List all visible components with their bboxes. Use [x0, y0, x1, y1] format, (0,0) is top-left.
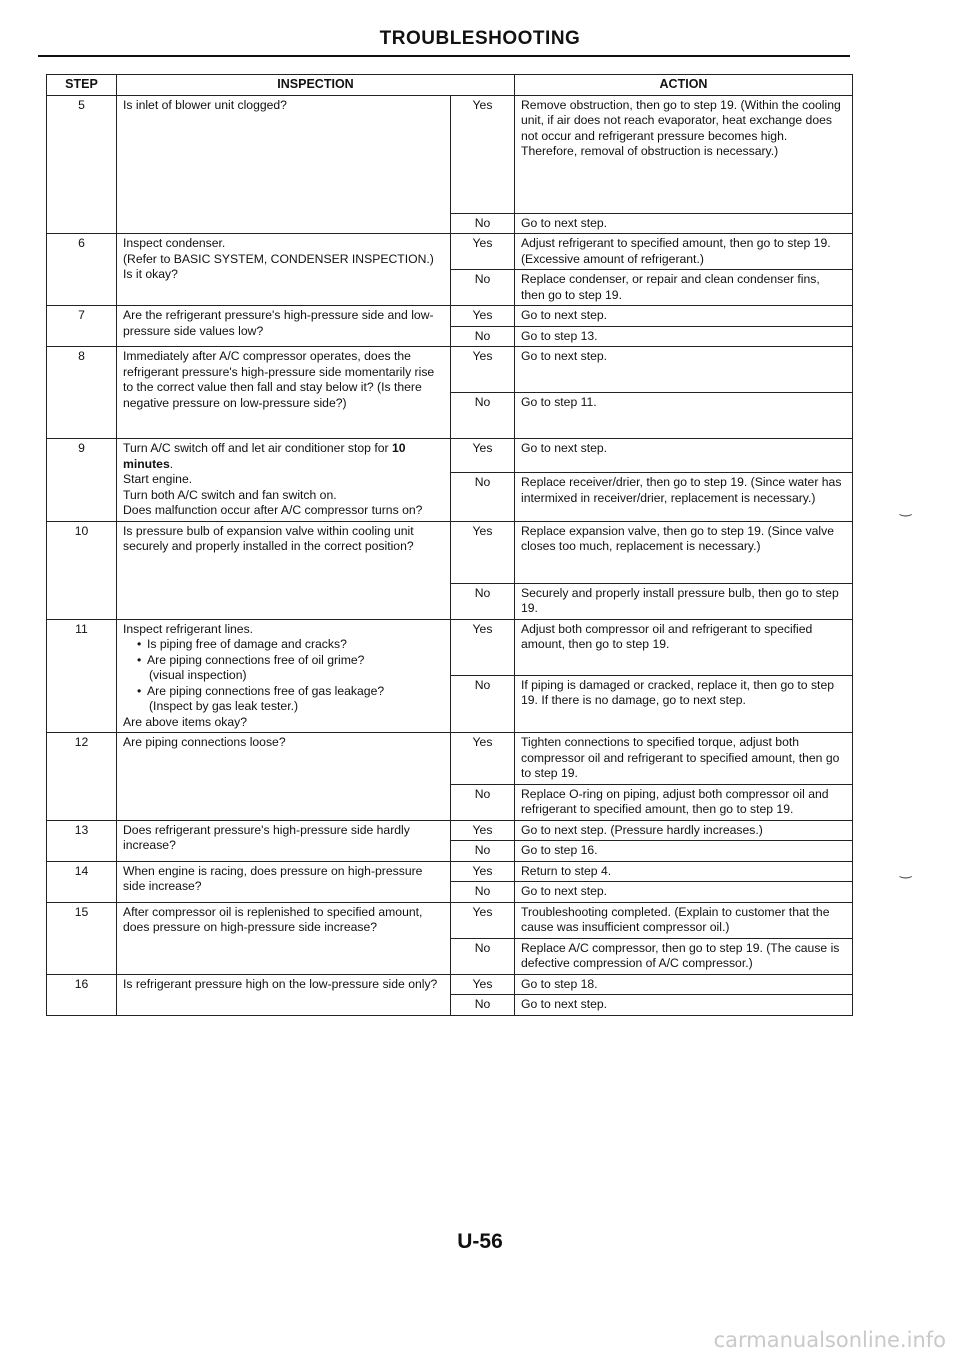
table-row [47, 347, 853, 393]
action-text: Go to next step. (Pressure hardly increases.) [515, 820, 853, 841]
table-row [47, 861, 853, 882]
action-text: Go to step 18. [515, 974, 853, 995]
answer-yes: Yes [451, 521, 515, 583]
table-row [47, 95, 853, 213]
step-number: 11 [47, 619, 117, 733]
step-number: 5 [47, 95, 117, 234]
step-number: 15 [47, 902, 117, 974]
action-text: Securely and properly install pressure bulb, then go to step 19. [515, 583, 853, 619]
action-text: Remove obstruction, then go to step 19. (Within the cooling unit, if air does not reach evaporator, heat exchange does not occur and refrigerant pressure becomes high. Therefore, removal of obstruction is necessary.) [515, 95, 853, 213]
table-row [47, 234, 853, 270]
table-row [47, 820, 853, 841]
action-text: Tighten connections to specified torque, adjust both compressor oil and refrigerant to specified amount, then go to step 19. [515, 733, 853, 785]
inspection-line: Are the refrigerant pressure's high-pressure side and low-pressure side values low? [123, 308, 434, 338]
action-text: Go to next step. [515, 439, 853, 473]
table-row [47, 974, 853, 995]
answer-no: No [451, 393, 515, 439]
action-text: Go to next step. [515, 306, 853, 327]
inspection-text [117, 820, 451, 861]
inspection-line: Inspect refrigerant lines. [123, 621, 254, 636]
inspection-line: Immediately after A/C compressor operates, does the refrigerant pressure's high-pressure side momentarily rise to the correct value then fall and stay below it? (Is there negative pressure on low-pressure side?) [123, 349, 435, 410]
action-text: Go to step 13. [515, 326, 853, 347]
inspection-line: Is pressure bulb of expansion valve within cooling unit securely and properly installed in the correct position? [123, 523, 414, 553]
step-number: 16 [47, 974, 117, 1015]
answer-yes: Yes [451, 902, 515, 938]
answer-no: No [451, 583, 515, 619]
inspection-text [117, 95, 451, 234]
inspection-text [117, 347, 451, 439]
inspection-line: Is inlet of blower unit clogged? [123, 97, 287, 112]
action-text: Adjust refrigerant to specified amount, then go to step 19. (Excessive amount of refrigerant.) [515, 234, 853, 270]
inspection-line: Is refrigerant pressure high on the low-pressure side only? [123, 976, 438, 991]
answer-no: No [451, 675, 515, 733]
table-row [47, 902, 853, 938]
step-number: 6 [47, 234, 117, 306]
inspection-line: Turn A/C switch off and let air conditioner stop for 10 minutes. [123, 441, 406, 471]
action-text: If piping is damaged or cracked, replace it, then go to step 19. If there is no damage, go to next step. [515, 675, 853, 733]
header-action: ACTION [515, 75, 853, 96]
action-text: Go to step 11. [515, 393, 853, 439]
answer-yes: Yes [451, 439, 515, 473]
answer-no: No [451, 784, 515, 820]
list-item: • Are piping connections free of oil grime? (visual inspection) [135, 653, 444, 684]
list-item: • Is piping free of damage and cracks? [135, 637, 444, 653]
inspection-text [117, 974, 451, 1015]
step-number: 14 [47, 861, 117, 902]
step-number: 9 [47, 439, 117, 522]
step-number: 8 [47, 347, 117, 439]
answer-no: No [451, 473, 515, 522]
table-row [47, 619, 853, 675]
answer-yes: Yes [451, 733, 515, 785]
action-text: Replace O-ring on piping, adjust both compressor oil and refrigerant to specified amount, then go to step 19. [515, 784, 853, 820]
inspection-line: Start engine. [123, 472, 193, 486]
page-title: TROUBLESHOOTING [379, 28, 581, 49]
step-number: 7 [47, 306, 117, 347]
page-number: U-56 [457, 1230, 503, 1253]
action-text: Replace receiver/drier, then go to step 19. (Since water has intermixed in receiver/drier, replacement is necessary.) [515, 473, 853, 522]
answer-yes: Yes [451, 306, 515, 327]
inspection-line: After compressor oil is replenished to specified amount, does pressure on high-pressure side increase? [123, 904, 423, 934]
troubleshooting-table [46, 74, 853, 1016]
action-text: Go to next step. [515, 213, 853, 234]
header-step: STEP [47, 75, 117, 96]
inspection-text [117, 619, 451, 733]
action-text: Replace expansion valve, then go to step 19. (Since valve closes too much, replacement is necessary.) [515, 521, 853, 583]
inspection-text [117, 439, 451, 522]
inspection-line: Turn both A/C switch and fan switch on. [123, 487, 337, 502]
inspection-text [117, 733, 451, 821]
scan-mark: ‿ [900, 862, 912, 878]
scan-mark: ‿ [900, 500, 912, 516]
inspection-line: (Refer to BASIC SYSTEM, CONDENSER INSPECTION.) [123, 251, 434, 266]
action-text: Troubleshooting completed. (Explain to customer that the cause was insufficient compressor oil.) [515, 902, 853, 938]
inspection-text [117, 902, 451, 974]
answer-no: No [451, 841, 515, 862]
action-text: Replace A/C compressor, then go to step 19. (The cause is defective compression of A/C compressor.) [515, 938, 853, 974]
action-text: Go to next step. [515, 995, 853, 1016]
answer-yes: Yes [451, 820, 515, 841]
table-row [47, 306, 853, 327]
header-inspection: INSPECTION [117, 75, 515, 96]
watermark: carmanualsonline.info [713, 1328, 946, 1352]
action-text: Go to step 16. [515, 841, 853, 862]
inspection-text [117, 234, 451, 306]
action-text: Replace condenser, or repair and clean condenser fins, then go to step 19. [515, 270, 853, 306]
inspection-line: Does malfunction occur after A/C compressor turns on? [123, 503, 423, 517]
inspection-text [117, 306, 451, 347]
action-text: Return to step 4. [515, 861, 853, 882]
inspection-line: When engine is racing, does pressure on high-pressure side increase? [123, 863, 423, 893]
answer-yes: Yes [451, 347, 515, 393]
answer-no: No [451, 326, 515, 347]
title-rule [38, 55, 850, 57]
table-header-row [47, 75, 853, 96]
step-number: 12 [47, 733, 117, 821]
emphasis-duration: 10 minutes [123, 441, 406, 471]
inspection-line: Inspect condenser. [123, 236, 226, 250]
answer-yes: Yes [451, 861, 515, 882]
inspection-line: Are piping connections loose? [123, 735, 286, 749]
answer-no: No [451, 938, 515, 974]
answer-no: No [451, 213, 515, 234]
inspection-line: Are above items okay? [123, 714, 247, 729]
inspection-text [117, 861, 451, 902]
step-number: 10 [47, 521, 117, 619]
table-row [47, 521, 853, 583]
inspection-line: Is it okay? [123, 267, 178, 281]
answer-yes: Yes [451, 234, 515, 270]
answer-yes: Yes [451, 974, 515, 995]
inspection-text [117, 521, 451, 619]
action-text: Go to next step. [515, 882, 853, 903]
table-row [47, 733, 853, 785]
answer-no: No [451, 995, 515, 1016]
inspection-checklist [123, 637, 444, 715]
list-item: • Are piping connections free of gas leakage? (Inspect by gas leak tester.) [135, 684, 444, 715]
answer-yes: Yes [451, 95, 515, 213]
action-text: Go to next step. [515, 347, 853, 393]
action-text: Adjust both compressor oil and refrigerant to specified amount, then go to step 19. [515, 619, 853, 675]
table-row [47, 439, 853, 473]
inspection-line: Does refrigerant pressure's high-pressure side hardly increase? [123, 822, 410, 852]
step-number: 13 [47, 820, 117, 861]
answer-no: No [451, 882, 515, 903]
answer-no: No [451, 270, 515, 306]
answer-yes: Yes [451, 619, 515, 675]
